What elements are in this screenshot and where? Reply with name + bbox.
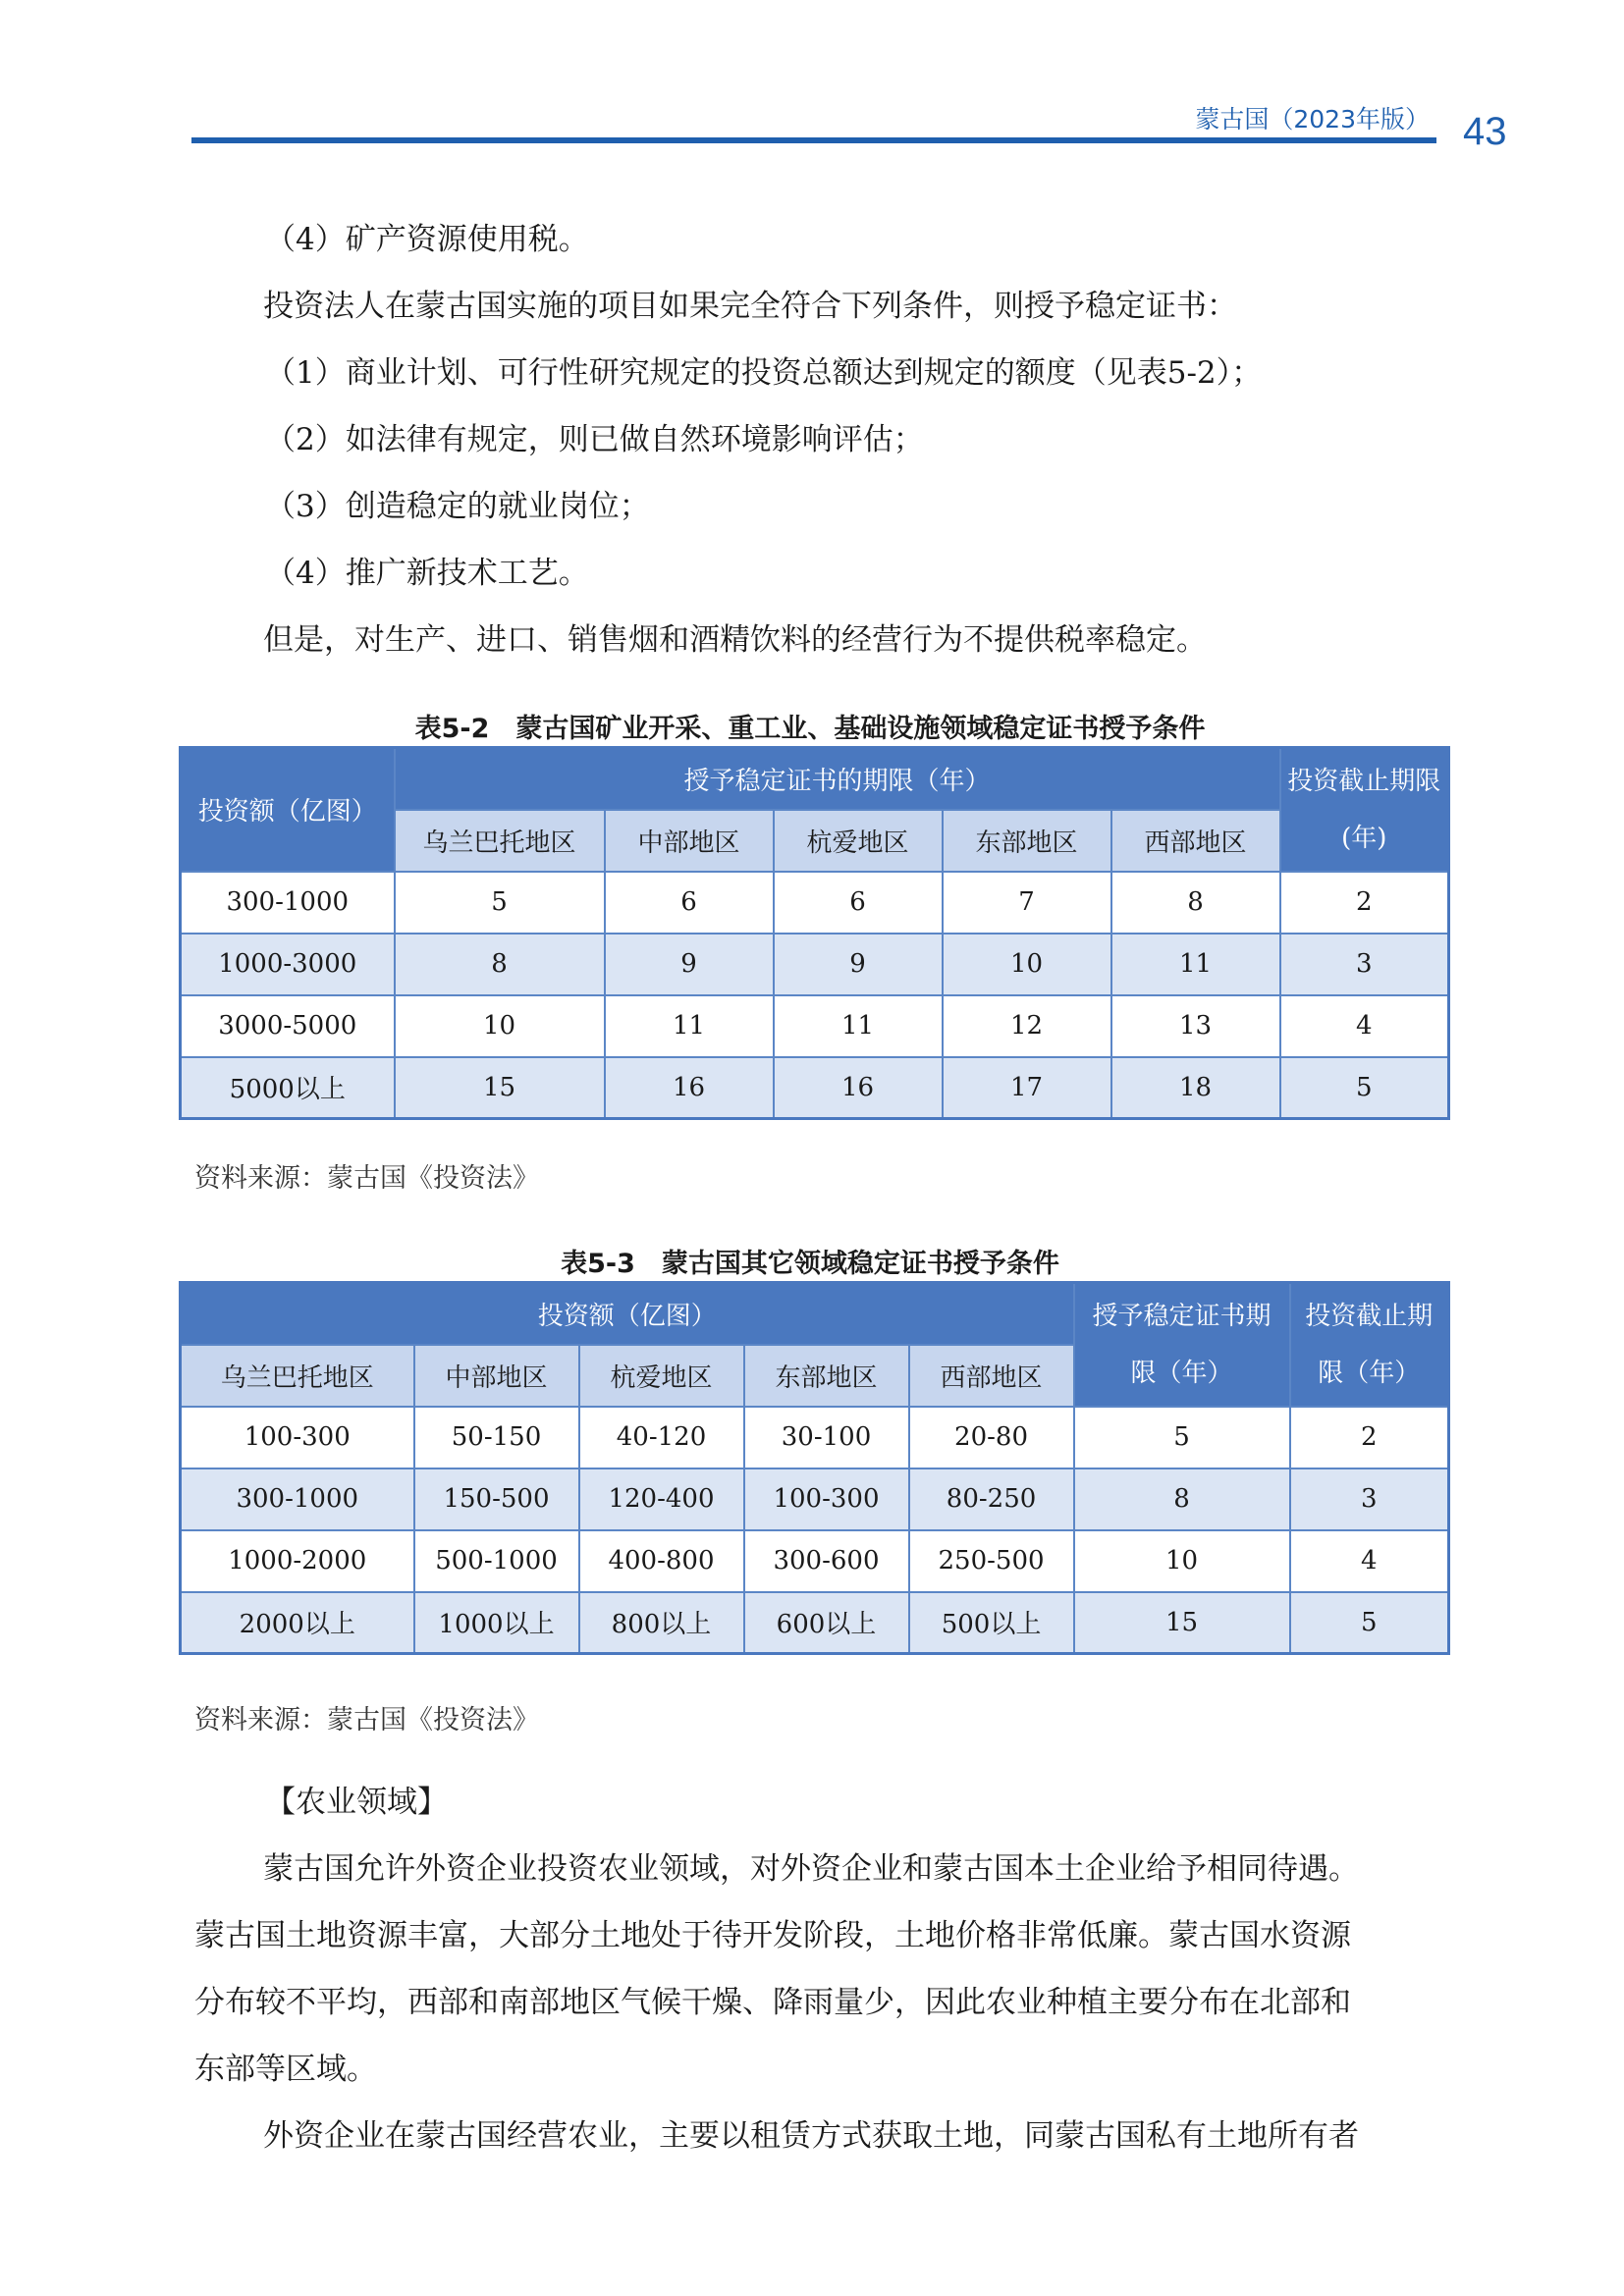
paragraph-line: （4）矿产资源使用税。 xyxy=(265,222,589,257)
paragraph-line: （3）创造稳定的就业岗位； xyxy=(265,489,650,524)
table-cell: 300-1000 xyxy=(181,872,395,934)
table-cell: 2 xyxy=(1290,1407,1449,1468)
table-cell: 300-1000 xyxy=(181,1468,414,1530)
table-cell: 5 xyxy=(395,872,605,934)
table1 xyxy=(179,746,1450,1120)
section-heading: 【农业领域】 xyxy=(265,1785,448,1820)
table-cell: 4 xyxy=(1290,1530,1449,1592)
table-cell: 15 xyxy=(1074,1592,1290,1654)
table-cell: 120-400 xyxy=(579,1468,744,1530)
table2-region-header: 中部地区 xyxy=(414,1345,579,1407)
table-cell: 5 xyxy=(1290,1592,1449,1654)
table1-region-header: 杭爱地区 xyxy=(774,810,943,872)
table-cell: 4 xyxy=(1280,995,1449,1057)
table-row xyxy=(181,1592,1449,1654)
table-cell: 8 xyxy=(395,934,605,995)
table-cell: 20-80 xyxy=(909,1407,1074,1468)
table-cell: 3 xyxy=(1290,1468,1449,1530)
table-cell: 500-1000 xyxy=(414,1530,579,1592)
table-cell: 7 xyxy=(943,872,1111,934)
table-cell: 150-500 xyxy=(414,1468,579,1530)
table-cell: 6 xyxy=(774,872,943,934)
paragraph-line: 但是，对生产、进口、销售烟和酒精饮料的经营行为不提供税率稳定。 xyxy=(263,622,1207,658)
table2-caption: 表5-3 蒙古国其它领域稳定证书授予条件 xyxy=(561,1249,1059,1279)
table-cell: 5 xyxy=(1074,1407,1290,1468)
table1-header-invest: 投资额（亿图） xyxy=(181,748,395,872)
table-row xyxy=(181,872,1449,934)
table-cell: 8 xyxy=(1111,872,1280,934)
table-cell: 18 xyxy=(1111,1057,1280,1119)
table-cell: 9 xyxy=(605,934,774,995)
table-cell: 1000-3000 xyxy=(181,934,395,995)
table-cell: 11 xyxy=(1111,934,1280,995)
table-cell: 11 xyxy=(605,995,774,1057)
paragraph-line: （2）如法律有规定，则已做自然环境影响评估； xyxy=(265,422,924,457)
table-cell: 16 xyxy=(605,1057,774,1119)
table1-header-deadline: 投资截止期限(年) xyxy=(1280,748,1449,872)
table-cell: 17 xyxy=(943,1057,1111,1119)
table2-header-period: 授予稳定证书期限（年） xyxy=(1074,1283,1290,1407)
table-row xyxy=(181,1057,1449,1119)
table1-region-header: 乌兰巴托地区 xyxy=(395,810,605,872)
paragraph-line: 外资企业在蒙古国经营农业，主要以租赁方式获取土地，同蒙古国私有土地所有者 xyxy=(263,2118,1359,2154)
header-title: 蒙古国（2023年版） xyxy=(1195,105,1430,133)
paragraph-line: 分布较不平均，西部和南部地区气候干燥、降雨量少，因此农业种植主要分布在北部和 xyxy=(194,1985,1351,2020)
table-cell: 11 xyxy=(774,995,943,1057)
table2 xyxy=(179,1281,1450,1655)
table-cell: 800以上 xyxy=(579,1592,744,1654)
table-cell: 10 xyxy=(943,934,1111,995)
table1-region-header: 中部地区 xyxy=(605,810,774,872)
table2-source: 资料来源：蒙古国《投资法》 xyxy=(194,1705,539,1735)
table-cell: 2000以上 xyxy=(181,1592,414,1654)
table-cell: 40-120 xyxy=(579,1407,744,1468)
paragraph-line: 东部等区域。 xyxy=(194,2052,377,2087)
paragraph-line: 蒙古国土地资源丰富，大部分土地处于待开发阶段，土地价格非常低廉。蒙古国水资源 xyxy=(194,1918,1351,1953)
table2-region-header: 杭爱地区 xyxy=(579,1345,744,1407)
table-cell: 3 xyxy=(1280,934,1449,995)
table-cell: 10 xyxy=(1074,1530,1290,1592)
table-cell: 250-500 xyxy=(909,1530,1074,1592)
table-cell: 30-100 xyxy=(744,1407,909,1468)
table-cell: 2 xyxy=(1280,872,1449,934)
paragraph-line: 蒙古国允许外资企业投资农业领域，对外资企业和蒙古国本土企业给予相同待遇。 xyxy=(263,1851,1359,1887)
table1-region-header: 东部地区 xyxy=(943,810,1111,872)
paragraph-line: （4）推广新技术工艺。 xyxy=(265,556,589,591)
table-cell: 10 xyxy=(395,995,605,1057)
page-number: 43 xyxy=(1463,110,1507,153)
table-row xyxy=(181,1530,1449,1592)
table-cell: 50-150 xyxy=(414,1407,579,1468)
table-row xyxy=(181,1407,1449,1468)
table2-region-header: 乌兰巴托地区 xyxy=(181,1345,414,1407)
table2-header-invest: 投资额（亿图） xyxy=(181,1283,1074,1345)
table-cell: 9 xyxy=(774,934,943,995)
table1-header-period: 授予稳定证书的期限（年） xyxy=(395,748,1280,810)
table-cell: 300-600 xyxy=(744,1530,909,1592)
table-cell: 13 xyxy=(1111,995,1280,1057)
table-cell: 12 xyxy=(943,995,1111,1057)
table-cell: 500以上 xyxy=(909,1592,1074,1654)
table2-region-header: 西部地区 xyxy=(909,1345,1074,1407)
table-cell: 600以上 xyxy=(744,1592,909,1654)
table-row xyxy=(181,995,1449,1057)
table-cell: 1000以上 xyxy=(414,1592,579,1654)
table-row xyxy=(181,1468,1449,1530)
paragraph-line: 投资法人在蒙古国实施的项目如果完全符合下列条件，则授予稳定证书： xyxy=(263,289,1237,324)
table-cell: 5000以上 xyxy=(181,1057,395,1119)
table-cell: 15 xyxy=(395,1057,605,1119)
table-cell: 80-250 xyxy=(909,1468,1074,1530)
paragraph-line: （1）商业计划、可行性研究规定的投资总额达到规定的额度（见表5-2）； xyxy=(265,355,1263,391)
table-cell: 1000-2000 xyxy=(181,1530,414,1592)
table-cell: 100-300 xyxy=(744,1468,909,1530)
table-cell: 100-300 xyxy=(181,1407,414,1468)
table-cell: 400-800 xyxy=(579,1530,744,1592)
table-cell: 6 xyxy=(605,872,774,934)
header-rule xyxy=(191,137,1436,143)
table1-source: 资料来源：蒙古国《投资法》 xyxy=(194,1163,539,1194)
table-row xyxy=(181,934,1449,995)
table2-header-deadline: 投资截止期限（年） xyxy=(1290,1283,1449,1407)
table-cell: 8 xyxy=(1074,1468,1290,1530)
table-cell: 16 xyxy=(774,1057,943,1119)
table1-caption: 表5-2 蒙古国矿业开采、重工业、基础设施领域稳定证书授予条件 xyxy=(414,714,1206,744)
table2-region-header: 东部地区 xyxy=(744,1345,909,1407)
table-cell: 3000-5000 xyxy=(181,995,395,1057)
table1-region-header: 西部地区 xyxy=(1111,810,1280,872)
table-cell: 5 xyxy=(1280,1057,1449,1119)
